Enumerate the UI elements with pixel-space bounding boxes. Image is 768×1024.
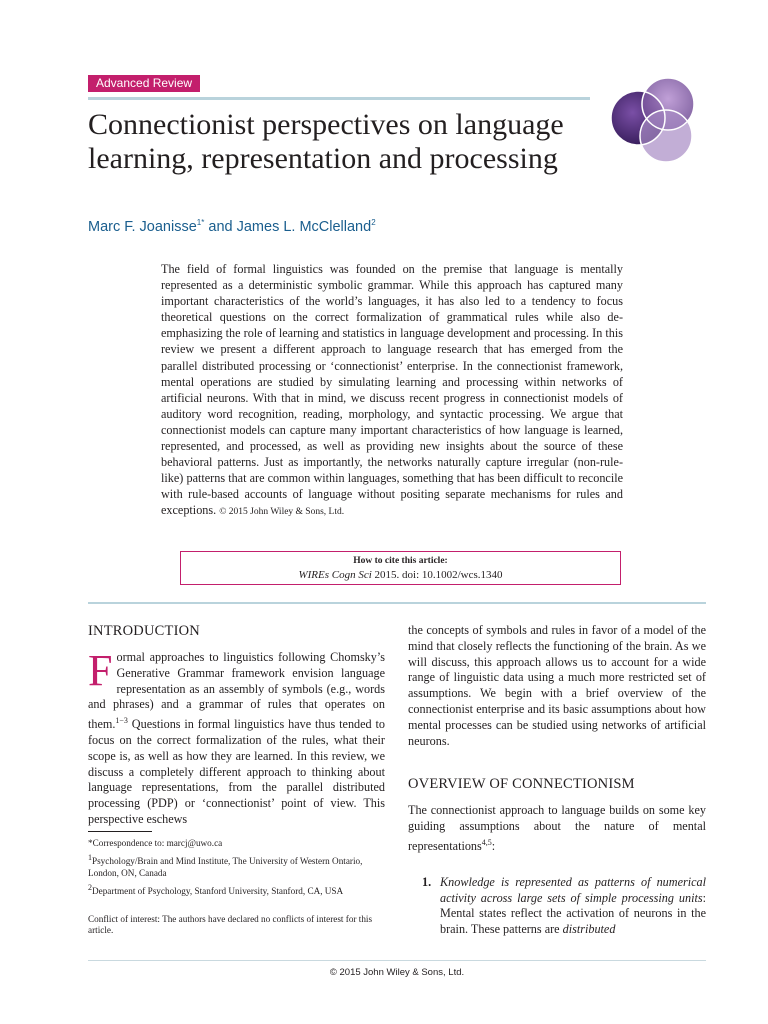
footer-divider — [88, 960, 706, 961]
citation-box — [180, 551, 621, 585]
overview-paragraph — [408, 803, 706, 854]
affiliation-2 — [88, 882, 388, 897]
citation-journal: WIREs Cogn Sci — [298, 569, 372, 581]
author-2: James L. McClelland — [236, 219, 372, 235]
affiliation-2-text: Department of Psychology, Stanford University, Stanford, CA, USA — [92, 886, 344, 897]
abstract-copyright: © 2015 John Wiley & Sons, Ltd. — [219, 507, 345, 518]
citation-reference — [181, 568, 620, 582]
author-list — [88, 218, 608, 235]
list-item-italic: Knowledge is represented as patterns of numerical activity across large sets of simple processing units — [440, 874, 706, 905]
abstract — [161, 261, 623, 521]
intro-text-b: Questions in formal linguistics have thus tended to focus on the correct formalization of the rules, what their scope is, as well as how they are learned. In this review, we discuss a completely different approach to thinking about language representations, from the parallel distributed processing (PDP) or ‘connectionist’ point of view. This perspective eschews — [88, 717, 385, 827]
list-item-text: : Mental states reflect the activation of neurons in the brain. These patterns are — [440, 890, 706, 937]
author-2-affiliation: 2 — [371, 218, 376, 227]
list-item — [408, 875, 706, 938]
journal-logo-icon — [604, 72, 704, 170]
section-divider — [88, 602, 706, 604]
overview-text-end: : — [491, 839, 496, 854]
top-divider — [88, 97, 590, 100]
list-item-italic-end: distributed — [562, 922, 616, 937]
citation-details: 2015. doi: 10.1002/wcs.1340 — [371, 569, 503, 581]
article-title: Connectionist perspectives on language learning, representation and processing — [88, 108, 564, 175]
affiliation-1-text: Psychology/Brain and Mind Institute, The University of Western Ontario, London, ON, Canada — [88, 856, 363, 878]
article-type-badge: Advanced Review — [88, 75, 200, 92]
drop-cap: F — [88, 646, 113, 695]
author-1-affiliation: 1* — [196, 218, 205, 227]
abstract-text: The field of formal linguistics was founded on the premise that language is mentally represented as a deterministic symbolic grammar. While this approach has captured many important characteristics of the world’s languages, it has also led to a tendency to focus theoretical questions on the correct formalization of grammatical rules while also de-emphasizing the role of learning and statistics in language development and processing. In this review we present a different approach to language research that has emerged from the parallel distributed processing or ‘connectionist’ enterprise. In the connectionist framework, mental operations are studied by simulating learning and processing within networks of artificial neurons. With that in mind, we discuss recent progress in connectionist models of auditory word recognition, reading, morphology, and syntactic processing. We argue that connectionist models can capture many important characteristics of how language is learned, represented, and processed, as well as providing new insights about the source of these behavioral patterns. Just as importantly, the networks naturally capture irregular (non-rule-like) patterns that are common within languages, something that has been difficult to reconcile with rule-based accounts of language without positing separate mechanisms for rules and exceptions. — [161, 262, 623, 518]
conflict-of-interest: Conflict of interest: The authors have declared no conflicts of interest for this article. — [88, 914, 373, 936]
overview-citation: 4,5 — [481, 837, 492, 847]
affiliation-1-num: 1 — [88, 853, 92, 863]
overview-heading: OVERVIEW OF CONNECTIONISM — [408, 776, 635, 793]
author-connector: and — [204, 219, 237, 235]
citation-label: How to cite this article: — [353, 556, 448, 566]
author-1: Marc F. Joanisse — [88, 219, 197, 235]
intro-citation: 1−3 — [115, 716, 128, 726]
right-column — [408, 623, 706, 938]
footnotes — [88, 838, 388, 901]
correspondence-note: *Correspondence to: marcj@uwo.ca — [88, 838, 223, 848]
intro-text-a: ormal approaches to linguistics following Chomsky’s Generative Grammar framework envision language representation as an assembly of symbols (e.g., words and phrases) and a grammar of rules that operates on them. — [88, 650, 385, 732]
intro-continued: the concepts of symbols and rules in favor of a model of the mind that closely reflects the functioning of the brain. As we will discuss, this approach allows us to account for a wide range of linguistic data using a much more restricted set of assumptions. We begin with a brief overview of the connectionist enterprise and its basic assumptions about how mental processes can be studied using networks of artificial neurons. — [408, 623, 706, 748]
page-footer: © 2015 John Wiley & Sons, Ltd. — [329, 967, 465, 978]
footnote-divider — [88, 831, 152, 832]
overview-text: The connectionist approach to language builds on some key guiding assumptions about the nature of mental representations — [408, 803, 706, 854]
left-column — [88, 623, 385, 828]
list-item-number: 1. — [422, 874, 432, 889]
intro-paragraph — [88, 646, 385, 828]
affiliation-2-num: 2 — [88, 883, 92, 893]
intro-heading: INTRODUCTION — [88, 623, 200, 639]
affiliation-1 — [88, 852, 388, 879]
